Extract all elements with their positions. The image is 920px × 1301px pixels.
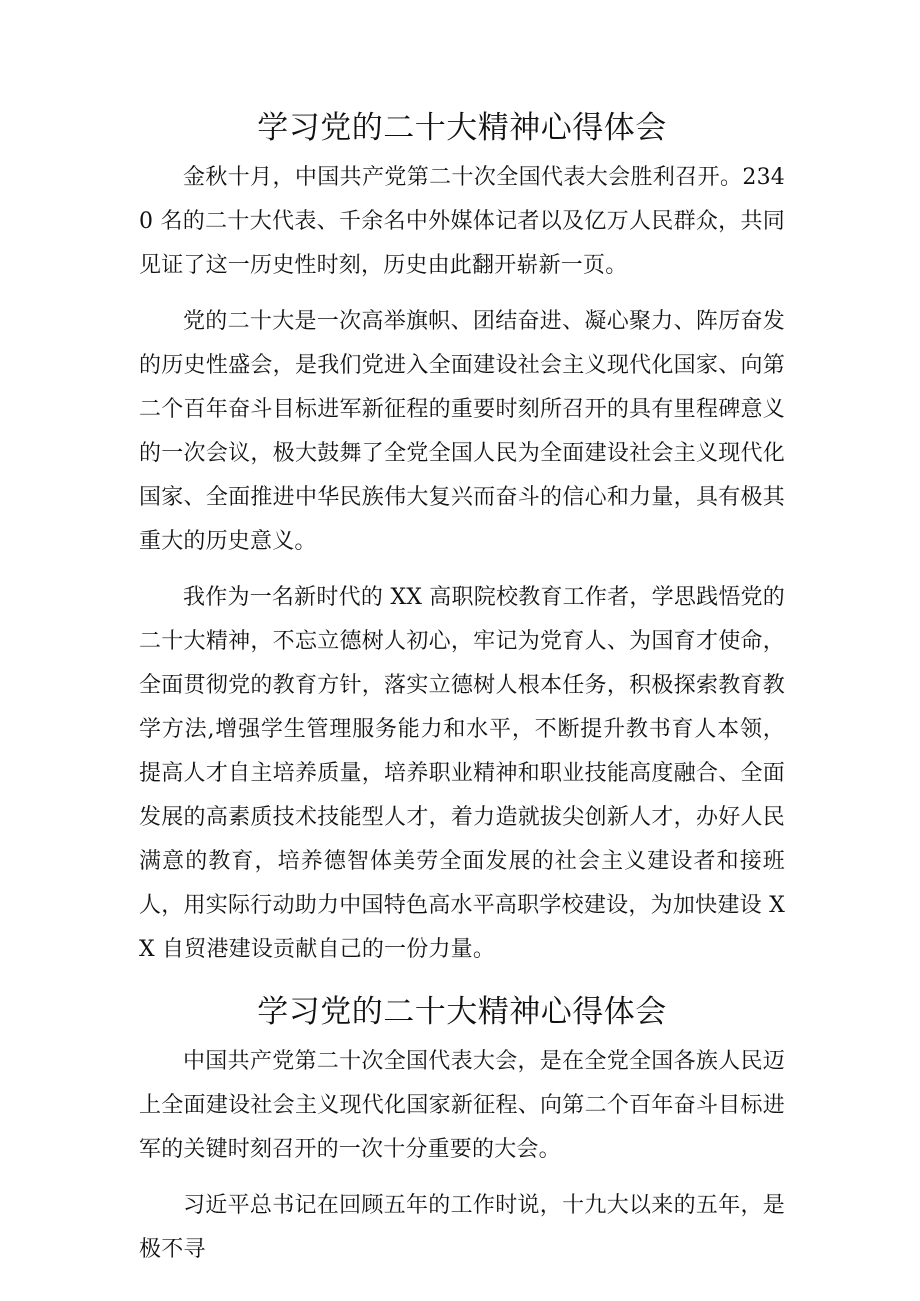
- article-2-paragraph-1: 中国共产党第二十次全国代表大会，是在全党全国各族人民迈上全面建设社会主义现代化国家新征程、向第二个百年奋斗目标进军的关键时刻召开的一次十分重要的大会。: [139, 1049, 785, 1162]
- article-2-title: 学习党的二十大精神心得体会: [257, 994, 667, 1030]
- article-1-title: 学习党的二十大精神心得体会: [257, 110, 667, 146]
- document-page: [139, 100, 785, 1284]
- article-1-paragraph-3: 我作为一名新时代的 XX 高职院校教育工作者，学思践悟党的二十大精神，不忘立德树人初心，牢记为党育人、为国育才使命，全面贯彻党的教育方针，落实立德树人根本任务，积极探索教育教学方法,增强学生管理服务能力和水平，不断提升教书育人本领，提高人才自主培养质量，培养职业精神和职业技能高度融合、全面发展的高素质技术技能型人才，着力造就拔尖创新人才，办好人民满意的教育，培养德智体美劳全面发展的社会主义建设者和接班人，用实际行动助力中国特色高水平高职学校建设，为加快建设 XX 自贸港建设贡献自己的一份力量。: [139, 585, 785, 962]
- article-1-paragraph-1: 金秋十月，中国共产党第二十次全国代表大会胜利召开。2340 名的二十大代表、千余名中外媒体记者以及亿万人民群众，共同见证了这一历史性时刻，历史由此翻开崭新一页。: [139, 165, 785, 278]
- article-1-paragraph-2: 党的二十大是一次高举旗帜、团结奋进、凝心聚力、阵厉奋发的历史性盛会，是我们党进入全面建设社会主义现代化国家、向第二个百年奋斗目标进军新征程的重要时刻所召开的具有里程碑意义的一次会议，极大鼓舞了全党全国人民为全面建设社会主义现代化国家、全面推进中华民族伟大复兴而奋斗的信心和力量，具有极其重大的历史意义。: [139, 309, 785, 554]
- article-2-paragraph-2: 习近平总书记在回顾五年的工作时说，十九大以来的五年，是极不寻: [139, 1193, 785, 1262]
